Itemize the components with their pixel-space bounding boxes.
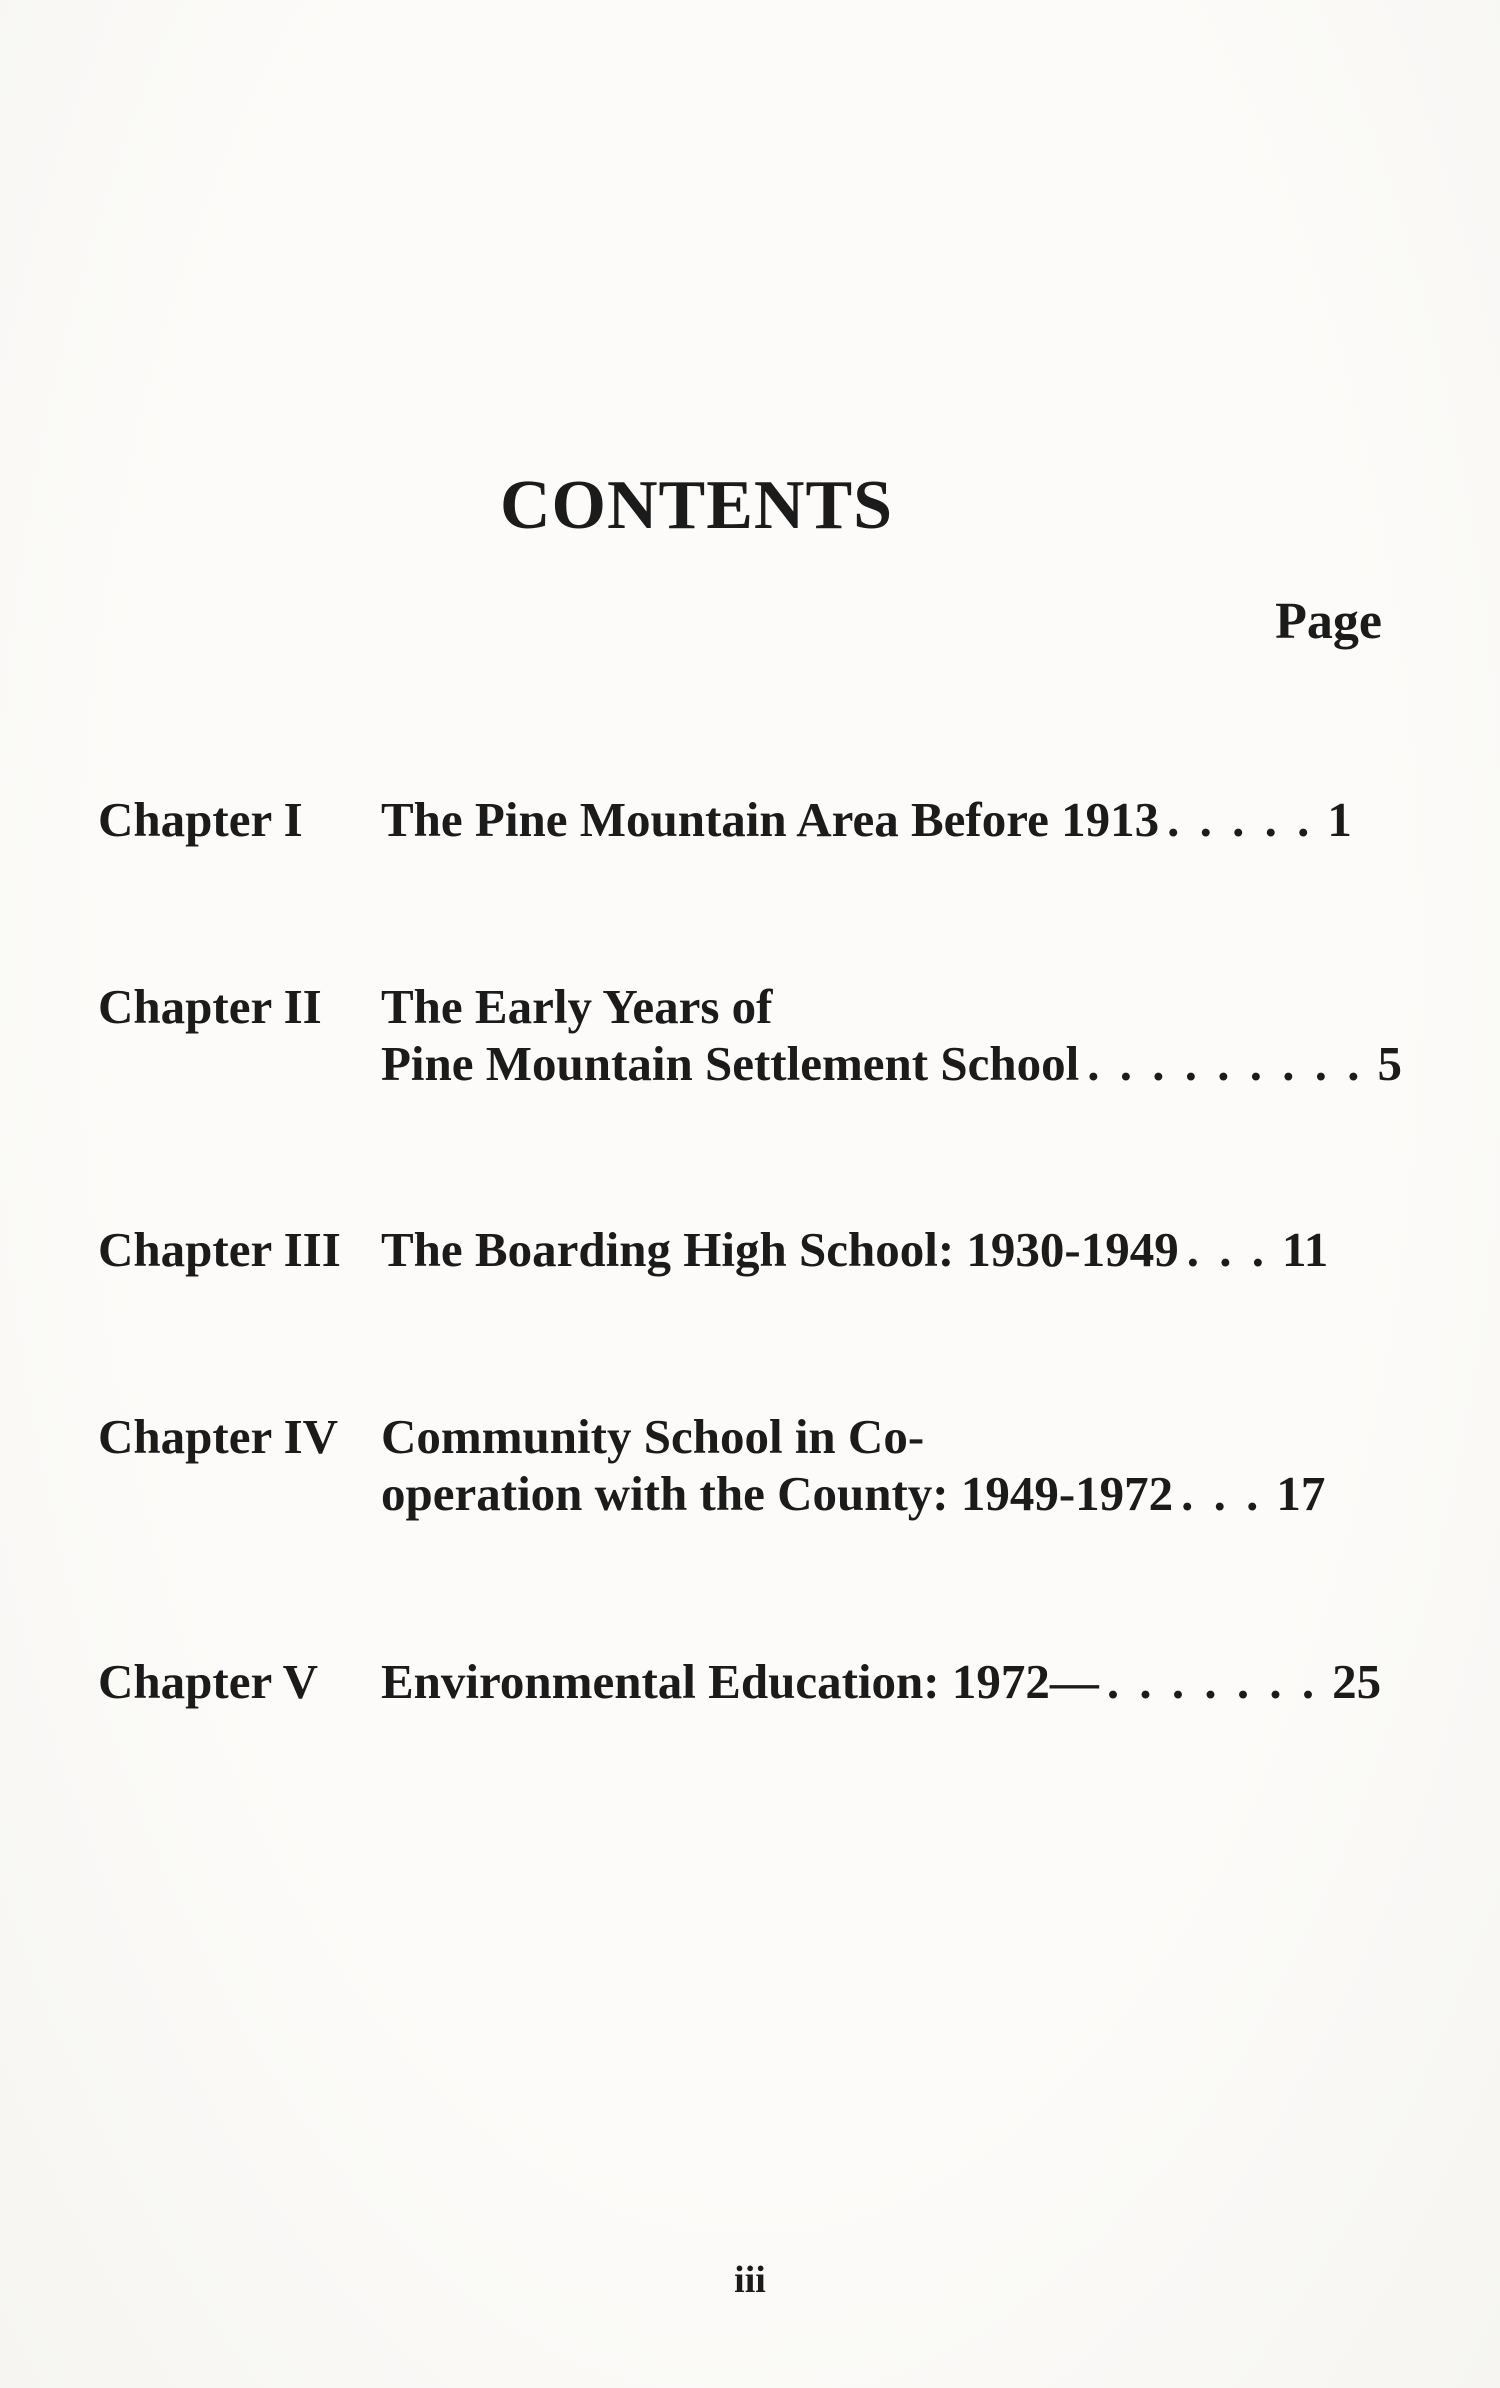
entry-title-text: Environmental Education: 1972—: [381, 1654, 1099, 1709]
chapter-label: Chapter II: [98, 979, 322, 1034]
dot-leader: . . . . . . .: [1106, 1654, 1319, 1709]
dot-leader: . . .: [1186, 1222, 1268, 1277]
entry-title-line: [381, 1408, 1325, 1465]
chapter-label: Chapter I: [98, 792, 303, 847]
toc-entry: [98, 1408, 1325, 1522]
entry-title-text: The Early Years of: [381, 979, 773, 1034]
entry-title-line: [381, 791, 1352, 848]
entry-title-text: The Boarding High School: 1930-1949: [381, 1222, 1179, 1277]
entry-title-text: The Pine Mountain Area Before 1913: [381, 792, 1160, 847]
page-number: 11: [1281, 1222, 1329, 1277]
toc-entry: [98, 1221, 1328, 1278]
page-number: 17: [1276, 1466, 1326, 1521]
page-column-header: Page: [1275, 593, 1382, 650]
entry-title: [381, 1408, 1325, 1522]
dot-leader: . . . . . . . . .: [1087, 1036, 1364, 1091]
entry-title-text: Pine Mountain Settlement School: [381, 1036, 1080, 1091]
entry-title-line: [381, 1035, 1402, 1092]
chapter-label: Chapter V: [98, 1654, 319, 1709]
page-number: 25: [1332, 1654, 1382, 1709]
entry-title: [381, 1221, 1328, 1278]
chapter-label: Chapter IV: [98, 1409, 339, 1464]
dot-leader: . . . . .: [1167, 792, 1314, 847]
entry-title-text: Community School in Co-: [381, 1409, 925, 1464]
toc-entry: [98, 978, 1402, 1092]
entry-title: [381, 978, 1402, 1092]
entry-title-text: operation with the County: 1949-1972: [381, 1466, 1174, 1521]
page-title: CONTENTS: [500, 467, 894, 544]
entry-title: [381, 1653, 1381, 1710]
page-number: 5: [1377, 1036, 1402, 1091]
chapter-label: Chapter III: [98, 1222, 341, 1277]
toc-entry: [98, 1653, 1381, 1710]
entry-title-line: [381, 1221, 1328, 1278]
entry-title-line: [381, 1465, 1325, 1522]
entry-title-line: [381, 1653, 1381, 1710]
folio-page-number: iii: [734, 2259, 766, 2301]
page-number: 1: [1327, 792, 1352, 847]
entry-title: [381, 791, 1352, 848]
entry-title-line: [381, 978, 1402, 1035]
toc-entry: [98, 791, 1352, 848]
dot-leader: . . .: [1181, 1466, 1263, 1521]
